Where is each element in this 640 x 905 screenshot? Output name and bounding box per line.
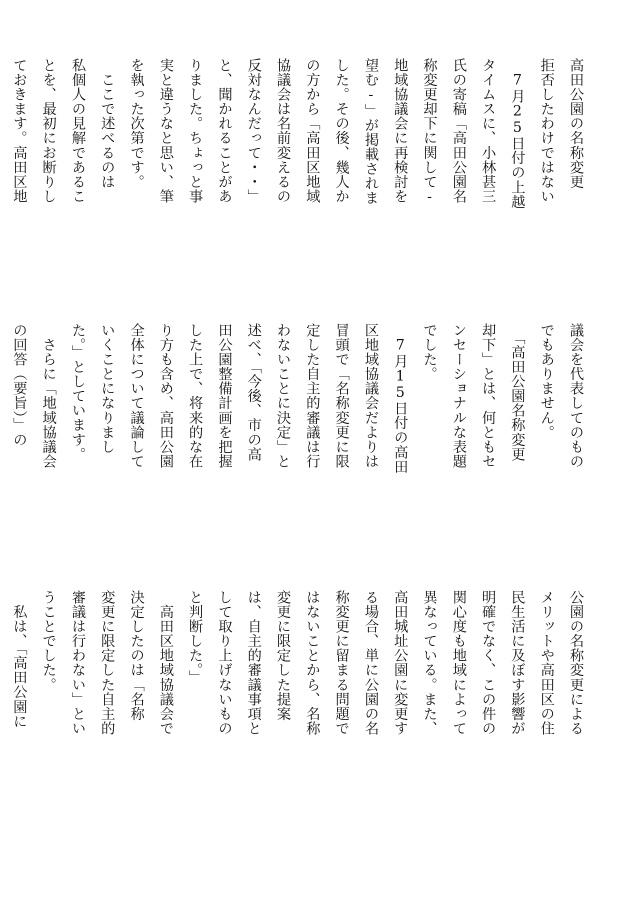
text-column: 反対なんだって・・」 xyxy=(245,58,262,204)
text-column: ておきます。高田区地 xyxy=(11,58,28,204)
text-column: 高田区地域協議会で xyxy=(157,590,174,736)
text-column: 定した自主的審議は行 xyxy=(304,323,321,469)
text-column: わないことに決定」と xyxy=(275,323,292,469)
text-column: 全体について議論して xyxy=(128,323,145,469)
text-column: る場合、単に公園の名 xyxy=(362,590,379,736)
text-column: 望む‐」が掲載されま xyxy=(362,58,379,206)
text-column: ンセーショナルな表題 xyxy=(450,323,467,469)
text-column xyxy=(0,58,4,318)
text-column: の回答（要旨）」の xyxy=(11,323,28,447)
text-column: 実と違うなと思い、筆 xyxy=(157,58,174,204)
text-column: メリットや高田区の住 xyxy=(538,590,555,736)
text-column: 決定したのは「名称 xyxy=(128,590,145,721)
text-column: りました。ちょっと事 xyxy=(187,58,204,204)
text-column: 公園の名称変更による xyxy=(568,590,584,736)
text-column: 変更に限定した自主的 xyxy=(99,590,116,736)
text-column: 7月25日付の上越 xyxy=(509,58,526,209)
text-column: でもありません。 xyxy=(538,323,555,440)
text-column: 協議会は名前変えるの xyxy=(275,58,292,204)
text-column: 高田城址公園に変更す xyxy=(392,590,409,736)
text-column: を執った次第です。 xyxy=(128,58,145,189)
text-column: とを、最初にお断りし xyxy=(40,58,57,204)
text-column: 区地域協議会だよりは xyxy=(362,323,379,469)
text-column: 審議は行わない」とい xyxy=(69,590,86,736)
text-column: 称変更に留まる問題で xyxy=(333,590,350,736)
text-column: した上で、将来的な在 xyxy=(187,323,204,469)
text-column: 7月15日付の高田 xyxy=(392,323,409,474)
text-column: 述べ、「今後、市の高 xyxy=(245,323,262,462)
text-column: 「高田公園名称変更 xyxy=(509,323,526,462)
text-column: 私個人の見解であるこ xyxy=(69,58,86,204)
text-column: 氏の寄稿「高田公園名 xyxy=(450,58,467,204)
text-column: た。」としています。 xyxy=(69,323,86,462)
text-column: 冒頭で「名称変更に限 xyxy=(333,323,350,469)
text-tier-middle xyxy=(11,323,590,579)
text-column: 民生活に及ぼす影響が xyxy=(509,590,526,736)
text-tier-bottom xyxy=(11,590,590,846)
text-column: うことでした。 xyxy=(40,590,57,692)
text-column: 田公園整備計画を把握 xyxy=(216,323,233,469)
text-column: は、自主的審議事項と xyxy=(245,590,262,736)
text-column: した。その後、幾人か xyxy=(333,58,350,204)
text-column: 明確でなく、この件の xyxy=(480,590,497,736)
text-column xyxy=(0,323,4,579)
text-column xyxy=(0,590,4,846)
text-column: と、聞かれることがあ xyxy=(216,58,233,204)
text-column: 変更に限定した提案 xyxy=(275,590,292,721)
text-column: 拒否したわけではない xyxy=(538,58,555,204)
text-column: はないことから、名称 xyxy=(304,590,321,736)
text-column: と判断した。」 xyxy=(187,590,204,685)
text-column: ここで述べるのは xyxy=(99,58,116,189)
text-column: 議会を代表してのもの xyxy=(568,323,584,469)
text-column: でした。 xyxy=(421,323,438,382)
text-column: 高田公園の名称変更 xyxy=(568,58,584,189)
text-column: の方から「高田区地域 xyxy=(304,58,321,204)
text-column: さらに「地域協議会 xyxy=(40,323,57,469)
text-column: り方も含め、高田公園 xyxy=(157,323,174,469)
text-column: 地域協議会に再検討を xyxy=(392,58,409,204)
text-tier-top xyxy=(11,58,590,318)
text-column: 称変更却下に関して‐ xyxy=(421,58,438,206)
text-column: タイムスに、小林甚三 xyxy=(480,58,497,204)
text-column: して取り上げないもの xyxy=(216,590,233,736)
text-column: 異なっている。また、 xyxy=(421,590,438,736)
text-column: 私は、「高田公園に xyxy=(11,590,28,729)
text-column: 関心度も地域によって xyxy=(450,590,467,736)
text-column: 却下」とは、何ともセ xyxy=(480,323,497,469)
text-column: いくことになりまし xyxy=(99,323,116,454)
